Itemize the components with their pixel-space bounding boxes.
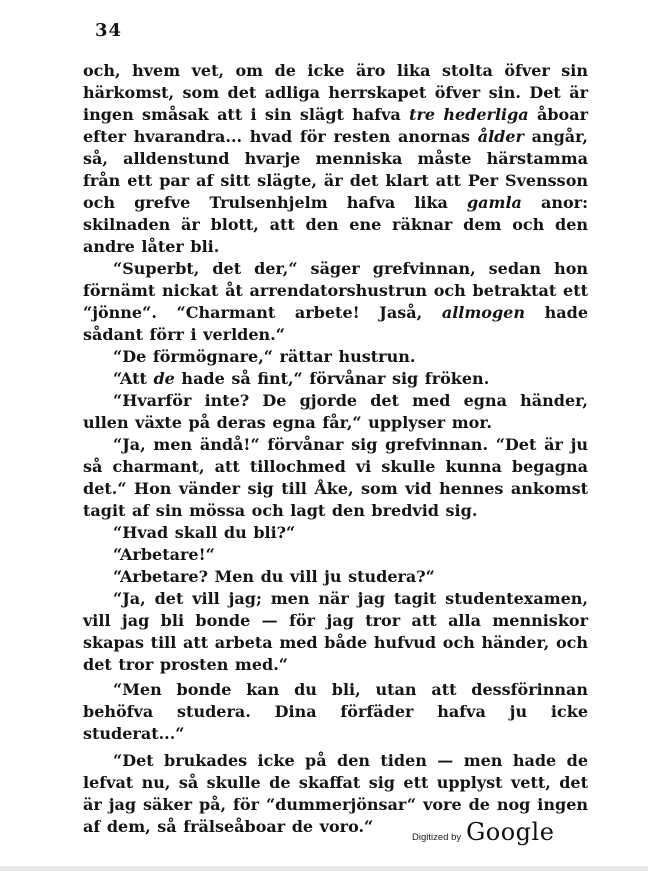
text-run: anor: skilnaden är blott, att den ene räknar dem och den andre låter bli. (83, 193, 588, 256)
text-run: “Ja, men ändå!“ förvånar sig grefvinnan. “Det är ju så charmant, att tillochmed vi skulle kunna begagna det.“ Hon vänder sig till Åke, som vid hennes ankomst tagit af sin mössa och lagt den bredvid sig. (83, 435, 588, 520)
italic-text-run: gamla (466, 193, 522, 212)
paragraph (83, 544, 588, 566)
paragraph (83, 390, 588, 434)
italic-text-run: de (153, 369, 175, 388)
paragraph (83, 566, 588, 588)
paragraph (83, 60, 588, 258)
text-run: “Arbetare!“ (113, 545, 215, 564)
text-run: angår, så, alldenstund hvarje menniska måste härstamma från ett par af sitt slägte, är det klart att Per Svensson och grefve Trulsenhjelm hafva lika (83, 127, 588, 212)
scan-edge-shadow (0, 866, 648, 871)
paragraph (83, 679, 588, 745)
text-run: åboar efter hvarandra... hvad för resten anornas (83, 105, 589, 146)
italic-text-run: ålder (477, 127, 524, 146)
text-run: “Ja, det vill jag; men när jag tagit studentexamen, vill jag bli bonde — för jag tror att alla menniskor skapas till att arbeta med både hufvud och händer, och det tror prosten med.“ (83, 589, 588, 674)
paragraph (83, 522, 588, 544)
google-logo: Google (466, 818, 555, 846)
digitized-by-credit (412, 818, 554, 846)
italic-text-run: allmogen (441, 303, 525, 322)
text-run: “Men bonde kan du bli, utan att dessförinnan behöfva studera. Dina förfäder hafva ju icke studerat...“ (83, 680, 588, 743)
text-run: “Det brukades icke på den tiden — men hade de lefvat nu, så skulle de skaffat sig ett upplyst vett, det är jag säker på, för “dummerjönsar“ vore de nog ingen af dem, så frälseåboar de voro.“ (83, 751, 588, 836)
digitized-by-label: Digitized by (412, 832, 462, 843)
paragraph (83, 434, 588, 522)
text-run: “Superbt, det der,“ säger grefvinnan, sedan hon förnämt nickat åt arrendatorshustrun och betraktat ett “jönne“. “Charmant arbete! Jaså, (83, 259, 588, 322)
page-number: 34 (95, 20, 123, 41)
text-run: hade så fint,“ förvånar sig fröken. (174, 369, 490, 388)
text-run: “Hvarför inte? De gjorde det med egna händer, ullen växte på deras egna får,“ upplyser mor. (83, 391, 588, 432)
text-run: “Arbetare? Men du vill ju studera?“ (113, 567, 435, 586)
paragraph (83, 588, 588, 676)
body-text (83, 60, 588, 838)
text-run: “Att (113, 369, 154, 388)
text-run: “Hvad skall du bli?“ (113, 523, 296, 542)
text-run: “De förmögnare,“ rättar hustrun. (113, 347, 416, 366)
paragraph (83, 346, 588, 368)
italic-text-run: tre hederliga (409, 105, 529, 124)
paragraph (83, 368, 588, 390)
text-run: och, hvem vet, om de icke äro lika stolta öfver sin härkomst, som det adliga herrskapet öfver sin. Det är ingen småsak att i sin slägt hafva (83, 61, 588, 124)
paragraph (83, 258, 588, 346)
text-run: hade sådant förr i verlden.“ (83, 303, 588, 344)
